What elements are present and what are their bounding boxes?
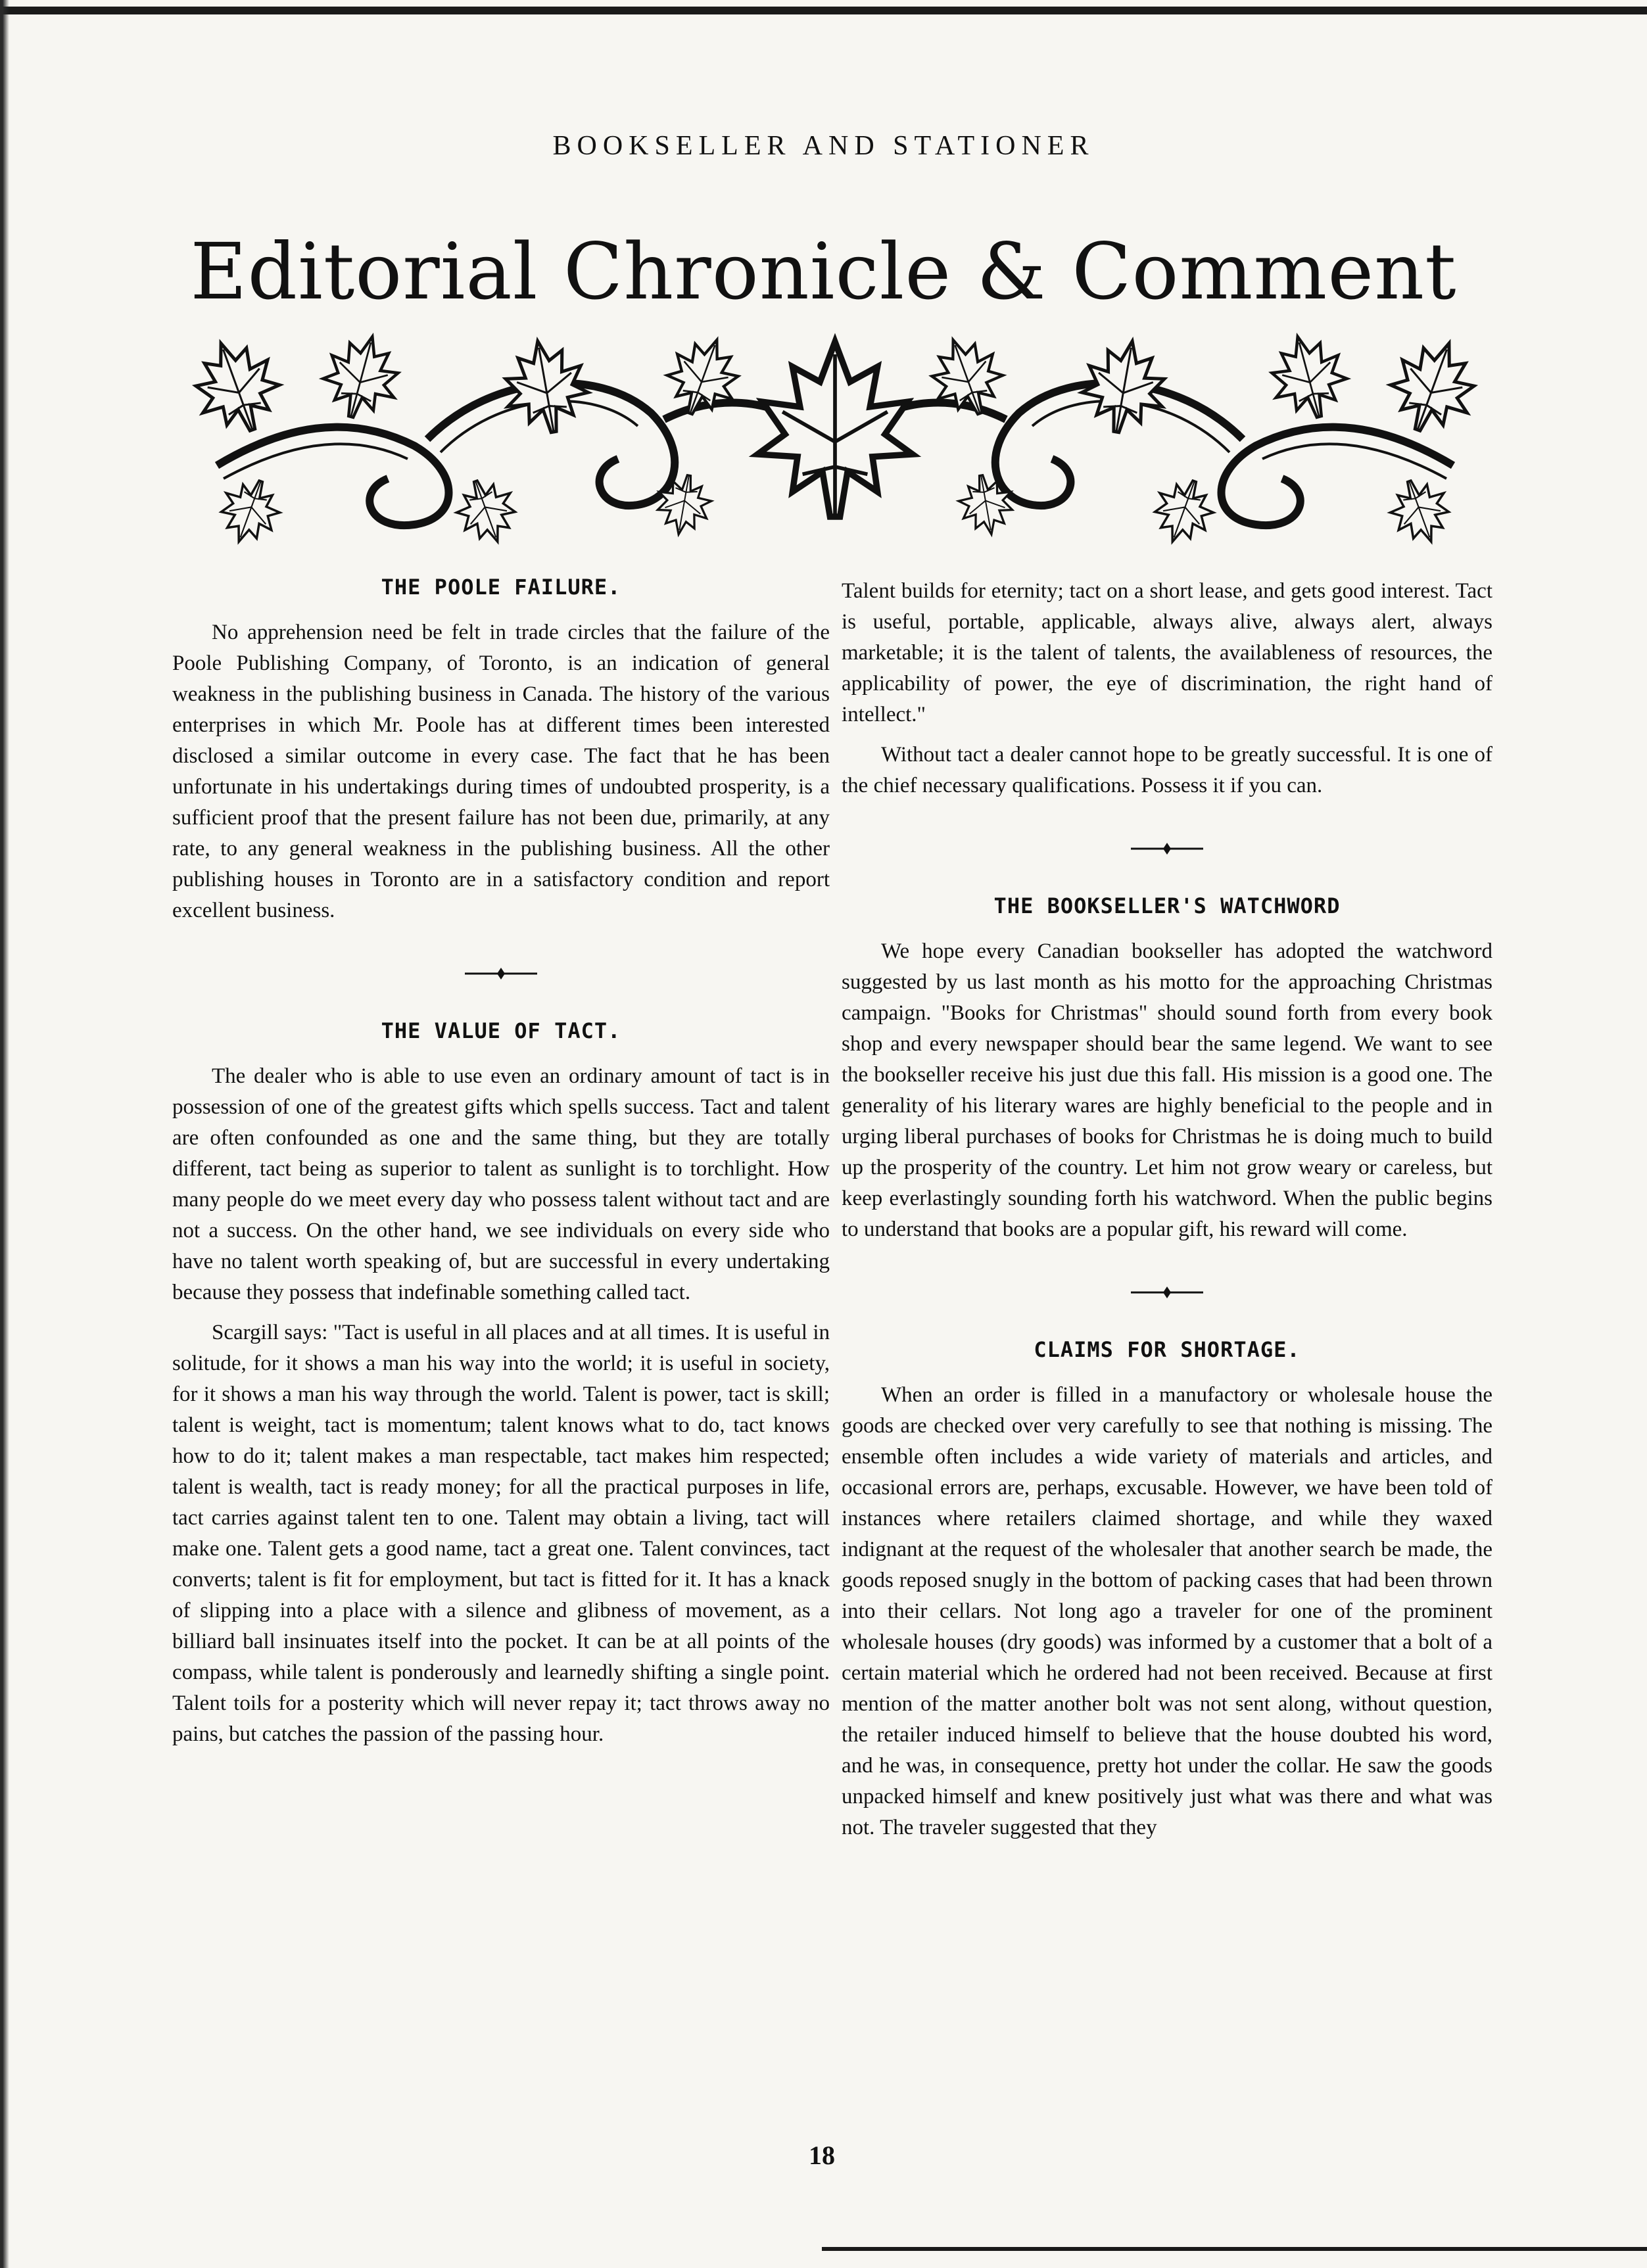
section-title-poole-failure: THE POOLE FAILURE. (381, 575, 621, 600)
left-column (172, 572, 830, 1759)
poole-failure-paragraph: No apprehension need be felt in trade circles that the failure of the Poole Publishing Company, of Toronto, is an indication of general weakness in the publishing business in Canada. The history of the various enterprises in which Mr. Poole has at different times been interested disclosed a similar outcome in every case. The fact that he has been unfortunate in his undertakings during times of undoubted prosperity, is a sufficient proof that the present failure has not been due, primarily, at any rate, to any general weakness in the publishing business. All the other publishing houses in Toronto are in a satisfactory condition and report excellent business. (172, 621, 830, 922)
section-divider-icon (1128, 1285, 1206, 1300)
value-of-tact-paragraph: The dealer who is able to use even an ordinary amount of tact is in possession of one of the greatest gifts which spells success. Tact and talent are often confounded as one and the same thing, but they are totally different, tact being as superior to talent as sunlight is to torchlight. How many people do we meet every day who possess talent without tact and are not a success. On the other hand, we see individuals on every side who have no talent worth speaking of, but are successful in every undertaking because they possess that indefinable something called tact. (172, 1064, 830, 1304)
section-divider-icon (1128, 841, 1206, 857)
left-page-edge (0, 0, 9, 2268)
claims-for-shortage-paragraph: When an order is filled in a manufactory or wholesale house the goods are checked over very carefully to see that nothing is missing. The ensemble often includes a wide variety of materials and articles, and occasional errors are, perhaps, excusable. However, we have been told of instances where retailers claimed shortage, and while they waxed indignant at the request of the wholesaler that another search be made, the goods reposed snugly in the bottom of packing cases that had been thrown into their cellars. Not long ago a traveler for one of the prominent wholesale houses (dry goods) was informed by a customer that a bolt of a certain material which he ordered had not been received. Because at first mention of the matter another bolt was not sent along, without question, the retailer induced himself to believe that the house doubted his word, and he was, in consequence, pretty hot under the collar. He saw the goods unpacked himself and knew positively just what was there and what was not. The traveler suggested that they (842, 1383, 1492, 1839)
section-title-booksellers-watchword: THE BOOKSELLER'S WATCHWORD (993, 893, 1341, 918)
section-title-value-of-tact: THE VALUE OF TACT. (381, 1018, 621, 1043)
scargill-quote-paragraph: Scargill says: "Tact is useful in all places and at all times. It is useful in solitude, for it shows a man his way into the world; it is useful in society, for it shows a man his way through the world. Talent is power, tact is skill; talent is weight, tact is momentum; talent knows what to do, tact knows how to do it; talent makes a man respectable, tact makes him respected; talent is wealth, tact is ready money; for all the practical purposes in life, tact carries against talent ten to one. Talent may obtain a living, tact will make one. Talent gets a good name, tact a great one. Talent convinces, tact converts; talent is fit for employment, but tact is fitted for it. It has a knack of slipping into a place with a silence and glibness of movement, as a billiard ball insinuates itself into the pocket. It can be at all points of the compass, while talent is ponderously and learnedly shifting a single point. Talent toils for a posterity which will never repay it; tact throws away no pains, but catches the passion of the passing hour. (172, 1321, 830, 1746)
watchword-paragraph: We hope every Canadian bookseller has adopted the watchword suggested by us last month as his motto for the approaching Christmas campaign. "Books for Christmas" should sound forth from every book shop and every newspaper should bear the same legend. We want to see the bookseller receive his just due this fall. His mission is a good one. The generality of his literary wares are highly beneficial to the people and in urging liberal purchases of books for Christmas he is doing much to build up the prosperity of the country. Let him not grow weary or careless, but keep everlastingly sounding forth his watchword. When the public begins to understand that books are a popular gift, his reward will come. (842, 939, 1492, 1241)
bottom-border-rule (822, 2247, 1647, 2251)
running-head: BOOKSELLER AND STATIONER (552, 131, 1095, 161)
section-divider-icon (462, 966, 540, 981)
tact-conclusion-paragraph: Without tact a dealer cannot hope to be greatly successful. It is one of the chief necessary qualifications. Possess it if you can. (842, 743, 1492, 797)
tact-continued-paragraph: Talent builds for eternity; tact on a short lease, and gets good interest. Tact is useful, portable, applicable, always alive, always alert, always marketable; it is the talent of talents, the availableness of resources, the applicability of power, the eye of discrimination, the right hand of intellect." (842, 579, 1492, 726)
maple-leaf-scroll-ornament-icon (178, 314, 1492, 551)
section-title-claims-for-shortage: CLAIMS FOR SHORTAGE. (1034, 1337, 1301, 1362)
right-column (842, 576, 1492, 1853)
masthead-title: Editorial Chronicle & Comment (190, 226, 1457, 317)
page-number: 18 (809, 2140, 835, 2170)
top-border-rule (0, 7, 1647, 14)
